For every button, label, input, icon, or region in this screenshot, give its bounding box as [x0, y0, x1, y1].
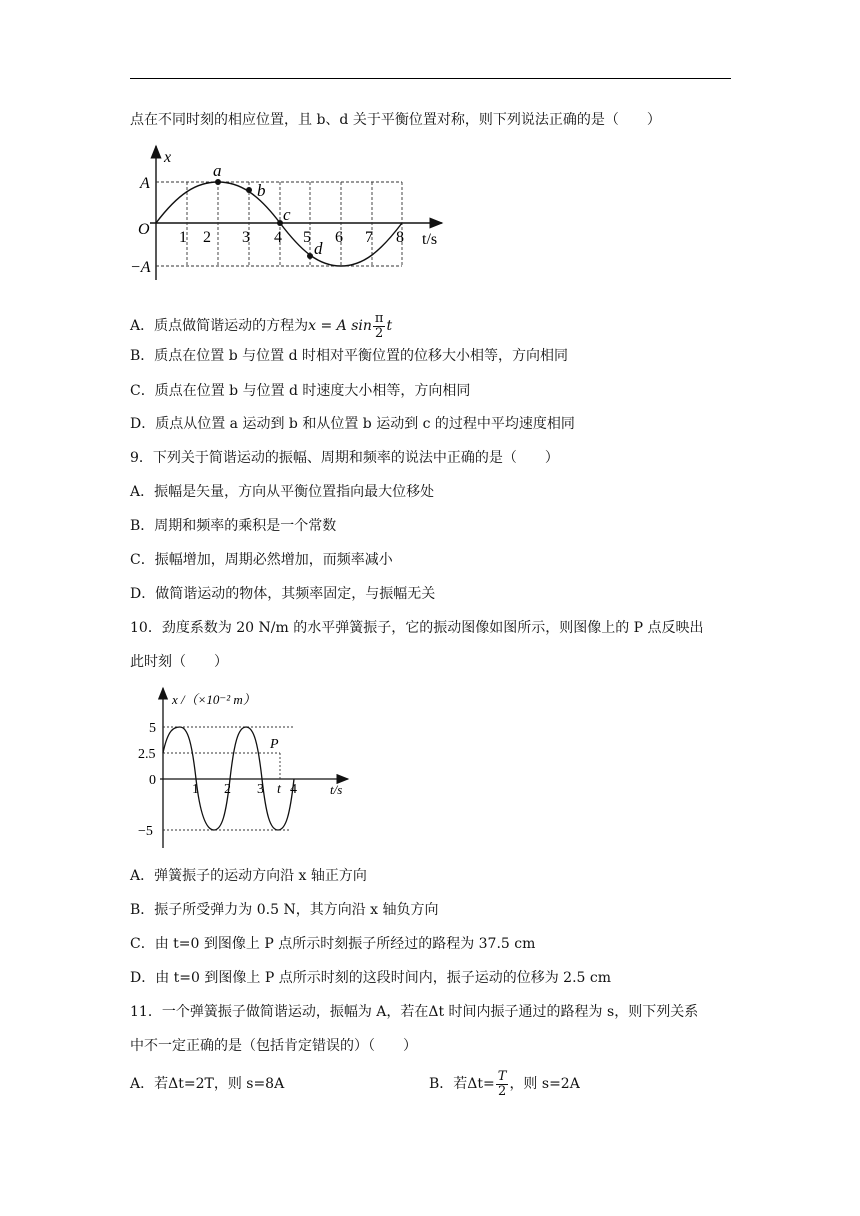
- q10-ytick-5: 5: [149, 721, 156, 736]
- q9-option-b[interactable]: B．周期和频率的乘积是一个常数: [130, 518, 337, 534]
- q9-option-a[interactable]: A．振幅是矢量，方向从平衡位置指向最大位移处: [130, 484, 435, 500]
- q10-option-b[interactable]: B．振子所受弹力为 0.5 N，其方向沿 x 轴负方向: [130, 902, 439, 918]
- q10-stem-line1: 10．劲度系数为 20 N/m 的水平弹簧振子，它的振动图像如图所示，则图像上的 P 点反映出: [130, 620, 704, 636]
- q8-option-c[interactable]: C．质点在位置 b 与位置 d 时速度大小相等，方向相同: [130, 383, 471, 399]
- q10-option-d[interactable]: D．由 t=0 到图像上 P 点所示时刻的这段时间内，振子运动的位移为 2.5 cm: [130, 970, 611, 986]
- q10-figure: [130, 684, 360, 852]
- q8-option-a-fraction: [373, 312, 386, 341]
- q10-xtick-2: 2: [224, 782, 231, 797]
- q10-ytick-2-5: 2.5: [138, 747, 156, 762]
- q8-option-d[interactable]: D．质点从位置 a 运动到 b 和从位置 b 运动到 c 的过程中平均速度相同: [130, 416, 575, 432]
- q10-label-t: t/s: [330, 782, 343, 797]
- q8-label-O: O: [138, 221, 150, 238]
- q8-stem-tail: 点在不同时刻的相应位置，且 b、d 关于平衡位置对称，则下列说法正确的是（ ）: [130, 112, 661, 128]
- q8-tick-8: 8: [396, 229, 404, 246]
- q8-label-b: b: [257, 181, 266, 200]
- q10-label-P: P: [270, 737, 279, 752]
- q8-option-a-eq: x = A sin: [308, 318, 372, 334]
- q8-option-b[interactable]: B．质点在位置 b 与位置 d 时相对平衡位置的位移大小相等，方向相同: [130, 348, 569, 364]
- q8-tick-2: 2: [203, 229, 211, 246]
- q10-xtick-4: 4: [290, 782, 297, 797]
- q8-label-a: a: [213, 161, 222, 180]
- q8-option-a-den: 2: [375, 325, 384, 341]
- q10-xtick-3: 3: [257, 782, 264, 797]
- q8-label-A: A: [140, 175, 150, 192]
- q8-figure: [130, 142, 450, 282]
- header-rule: [130, 78, 731, 79]
- q11-option-b-tail: ，则 s=2A: [509, 1076, 580, 1092]
- q8-tick-4: 4: [274, 229, 282, 246]
- q10-label-x: x /（×10⁻² m）: [172, 692, 256, 707]
- q8-option-a-tail: t: [386, 318, 393, 334]
- q8-point-d: [307, 253, 313, 259]
- q11-option-b-fraction: [496, 1070, 509, 1099]
- q10-ytick-neg5: −5: [138, 824, 153, 839]
- q8-option-a[interactable]: [130, 308, 392, 344]
- q11-stem-line2: 中不一定正确的是（包括肯定错误的）（ ）: [130, 1038, 417, 1054]
- q9-option-d[interactable]: D．做简谐运动的物体，其频率固定，与振幅无关: [130, 586, 436, 602]
- q8-label-t: t/s: [422, 231, 438, 248]
- q11-stem-line1: 11．一个弹簧振子做简谐运动，振幅为 A，若在Δt 时间内振子通过的路程为 s，则下列关系: [130, 1004, 699, 1020]
- q10-xtick-t: t: [277, 782, 281, 797]
- q8-label-d: d: [314, 239, 323, 258]
- q10-option-a[interactable]: A．弹簧振子的运动方向沿 x 轴正方向: [130, 868, 367, 884]
- q10-stem-line2: 此时刻（ ）: [130, 654, 228, 670]
- q11-option-b[interactable]: [429, 1064, 580, 1104]
- q11-option-b-den: 2: [497, 1083, 507, 1099]
- q9-option-c[interactable]: C．振幅增加，周期必然增加，而频率减小: [130, 552, 393, 568]
- q11-option-a[interactable]: A．若Δt=2T，则 s=8A: [130, 1076, 285, 1092]
- q8-tick-3: 3: [242, 229, 250, 246]
- q11-option-b-num: T: [497, 1068, 507, 1084]
- q8-tick-7: 7: [365, 229, 373, 246]
- q8-label-x: x: [164, 149, 172, 166]
- q10-ytick-0: 0: [149, 773, 156, 788]
- q10-option-c[interactable]: C．由 t=0 到图像上 P 点所示时刻振子所经过的路程为 37.5 cm: [130, 936, 536, 952]
- q8-tick-6: 6: [335, 229, 343, 246]
- q8-tick-1: 1: [179, 229, 187, 246]
- q8-option-a-prefix: A．质点做简谐运动的方程为: [130, 318, 309, 334]
- q8-label-negA: −A: [130, 259, 151, 276]
- q8-tick-5: 5: [303, 229, 311, 246]
- q8-label-c: c: [283, 205, 291, 224]
- q8-point-b: [246, 187, 252, 193]
- q8-option-a-num: π: [374, 310, 384, 326]
- q10-xtick-1: 1: [192, 782, 199, 797]
- q9-stem: 9．下列关于简谐运动的振幅、周期和频率的说法中正确的是（ ）: [130, 450, 559, 466]
- q11-option-b-prefix: B．若Δt=: [429, 1076, 495, 1092]
